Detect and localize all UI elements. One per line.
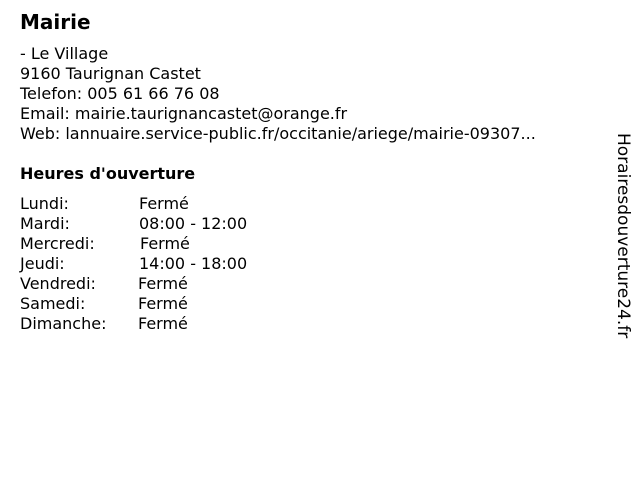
opening-hours-heading: Heures d'ouverture: [20, 164, 196, 183]
day-label: Mardi:: [20, 214, 70, 233]
time-value: Fermé: [138, 274, 188, 293]
address-city: 9160 Taurignan Castet: [20, 64, 201, 83]
phone-number: Telefon: 005 61 66 76 08: [20, 84, 220, 103]
website-link[interactable]: Web: lannuaire.service-public.fr/occitanie/ariege/mairie-09307...: [20, 124, 536, 143]
time-value: 14:00 - 18:00: [139, 254, 248, 273]
contact-info: [20, 44, 536, 144]
day-label: Vendredi:: [20, 274, 96, 293]
day-label: Dimanche:: [20, 314, 107, 333]
time-value: Fermé: [140, 234, 190, 253]
page-title: Mairie: [20, 10, 91, 34]
day-label: Lundi:: [20, 194, 69, 213]
site-watermark: [612, 133, 636, 373]
day-label: Samedi:: [20, 294, 86, 313]
address-street: - Le Village: [20, 44, 109, 63]
day-label: Jeudi:: [20, 254, 65, 273]
time-value: Fermé: [138, 294, 188, 313]
time-value: 08:00 - 12:00: [139, 214, 248, 233]
time-value: Fermé: [138, 314, 188, 333]
email-address: Email: mairie.taurignancastet@orange.fr: [20, 104, 348, 123]
time-value: Fermé: [139, 194, 189, 213]
site-watermark-text: Horairesdouverture24.fr: [613, 133, 633, 339]
day-label: Mercredi:: [20, 234, 95, 253]
